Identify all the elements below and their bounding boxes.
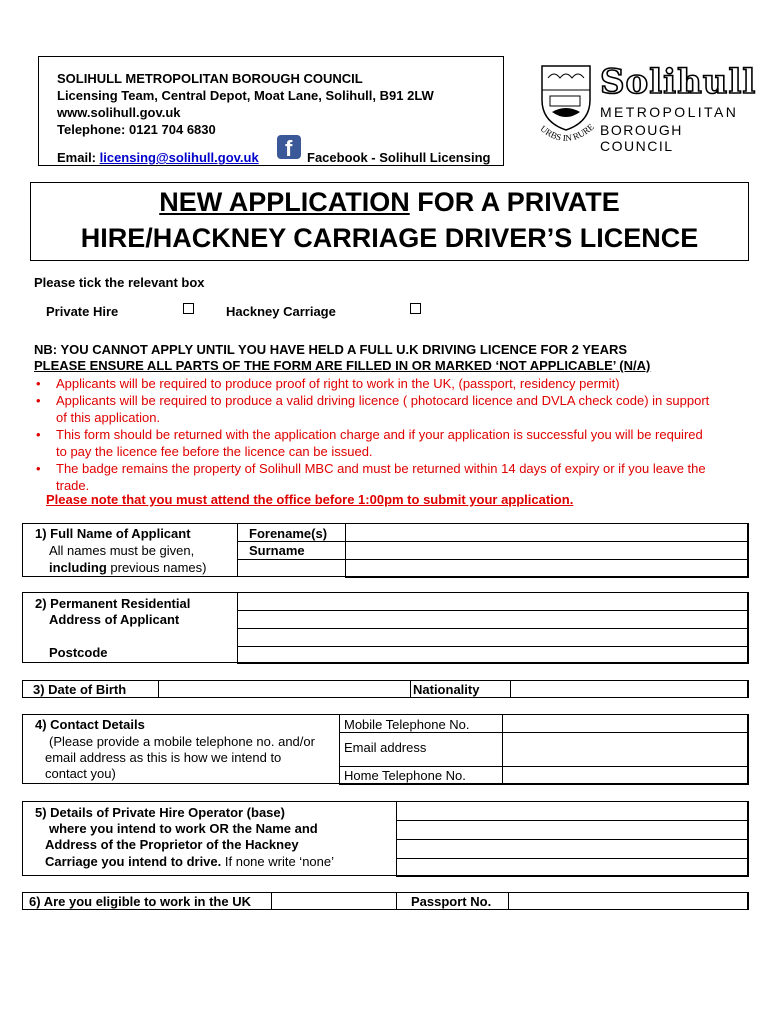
q6-section <box>22 892 748 910</box>
postcode-label: Postcode <box>49 645 108 660</box>
postcode-input[interactable] <box>237 646 749 664</box>
email-label-field: Email address <box>344 740 427 755</box>
svg-text:URBS IN RURE: URBS IN RURE <box>538 121 596 144</box>
solihull-logo <box>530 60 757 154</box>
requirements-list <box>34 375 714 494</box>
logo-line1: METROPOLITAN <box>600 104 739 120</box>
logo-line2: BOROUGH COUNCIL <box>600 122 683 154</box>
logo-wordmark: Solihull <box>600 62 757 102</box>
email-link[interactable]: licensing@solihull.gov.uk <box>99 150 259 165</box>
q5-section <box>22 801 748 876</box>
address-line3-input[interactable] <box>237 628 749 647</box>
nationality-input[interactable] <box>510 680 749 698</box>
address-line1-input[interactable] <box>237 592 749 611</box>
q4-title: 4) Contact Details <box>35 717 145 732</box>
passport-label: Passport No. <box>411 894 492 909</box>
q5-line4: Carriage you intend to drive. If none write ‘none’ <box>45 854 334 869</box>
facebook-label: Facebook - Solihull Licensing <box>307 150 491 165</box>
list-item: • The badge remains the property of Solihull MBC and must be returned within 14 days of expiry or if you leave the trade. <box>34 460 714 494</box>
page-title-line1: NEW APPLICATION FOR A PRIVATE <box>159 187 620 217</box>
private-hire-checkbox[interactable] <box>183 303 194 314</box>
q4-sub3: contact you) <box>45 766 116 781</box>
forename-input[interactable] <box>345 523 749 542</box>
operator-line2-input[interactable] <box>396 820 749 840</box>
dob-label: 3) Date of Birth <box>33 682 127 697</box>
q5-line3: Address of the Proprietor of the Hackney <box>45 837 299 852</box>
tick-prompt: Please tick the relevant box <box>34 275 205 290</box>
address-line2-input[interactable] <box>237 610 749 629</box>
email-label: Email: <box>57 150 100 165</box>
q4-section <box>22 714 748 784</box>
previous-names-input[interactable] <box>345 559 749 578</box>
private-hire-label: Private Hire <box>46 304 119 319</box>
home-phone-input[interactable] <box>502 766 749 785</box>
q2-section <box>22 592 748 663</box>
council-name: SOLIHULL METROPOLITAN BOROUGH COUNCIL <box>57 71 363 86</box>
page-title-line2: HIRE/HACKNEY CARRIAGE DRIVER’S LICENCE <box>80 223 699 253</box>
council-address: Licensing Team, Central Depot, Moat Lane, Solihull, B91 2LW <box>57 88 434 103</box>
q1-section <box>22 523 748 577</box>
forename-label: Forename(s) <box>249 526 328 541</box>
list-item: • This form should be returned with the application charge and if your application is successful you will be required to pay the licence fee before the licence can be issued. <box>34 426 714 460</box>
surname-input[interactable] <box>345 541 749 560</box>
q1-sub1: All names must be given, <box>49 543 195 558</box>
facebook-icon[interactable]: f <box>277 135 301 159</box>
q1-title: 1) Full Name of Applicant <box>35 526 191 541</box>
q2-title2: Address of Applicant <box>49 612 180 627</box>
list-item: • Applicants will be required to produce proof of right to work in the UK, (passport, residency permit) <box>34 375 714 392</box>
q5-line1: 5) Details of Private Hire Operator (base) <box>35 805 285 820</box>
operator-line4-input[interactable] <box>396 858 749 877</box>
surname-label: Surname <box>249 543 305 558</box>
hackney-checkbox[interactable] <box>410 303 421 314</box>
q4-sub2: email address as this is how we intend to <box>45 750 282 765</box>
title-box <box>30 182 749 261</box>
hackney-label: Hackney Carriage <box>226 304 336 319</box>
home-phone-label: Home Telephone No. <box>344 768 466 783</box>
operator-line3-input[interactable] <box>396 839 749 859</box>
q3-section <box>22 680 748 698</box>
ensure-notice: PLEASE ENSURE ALL PARTS OF THE FORM ARE FILLED IN OR MARKED ‘NOT APPLICABLE’ (N/A) <box>34 358 651 373</box>
mobile-input[interactable] <box>502 714 749 733</box>
council-website: www.solihull.gov.uk <box>57 105 181 120</box>
nationality-label: Nationality <box>413 682 480 697</box>
eligible-input[interactable] <box>271 892 397 910</box>
eligible-label: 6) Are you eligible to work in the UK <box>29 894 251 909</box>
q1-sub2: including previous names) <box>49 560 207 575</box>
email-input[interactable] <box>502 732 749 767</box>
passport-input[interactable] <box>508 892 749 910</box>
council-telephone: Telephone: 0121 704 6830 <box>57 122 216 137</box>
mobile-label: Mobile Telephone No. <box>344 717 470 732</box>
q2-title1: 2) Permanent Residential <box>35 596 191 611</box>
attend-notice: Please note that you must attend the office before 1:00pm to submit your application. <box>46 492 574 507</box>
q4-sub1: (Please provide a mobile telephone no. and/or <box>49 734 315 749</box>
nb-notice: NB: YOU CANNOT APPLY UNTIL YOU HAVE HELD A FULL U.K DRIVING LICENCE FOR 2 YEARS <box>34 342 628 357</box>
list-item: • Applicants will be required to produce a valid driving licence ( photocard licence and DVLA check code) in support of this application. <box>34 392 714 426</box>
q5-line2: where you intend to work OR the Name and <box>49 821 318 836</box>
council-contact-box <box>38 56 504 166</box>
dob-input[interactable] <box>158 680 411 698</box>
operator-line1-input[interactable] <box>396 801 749 821</box>
